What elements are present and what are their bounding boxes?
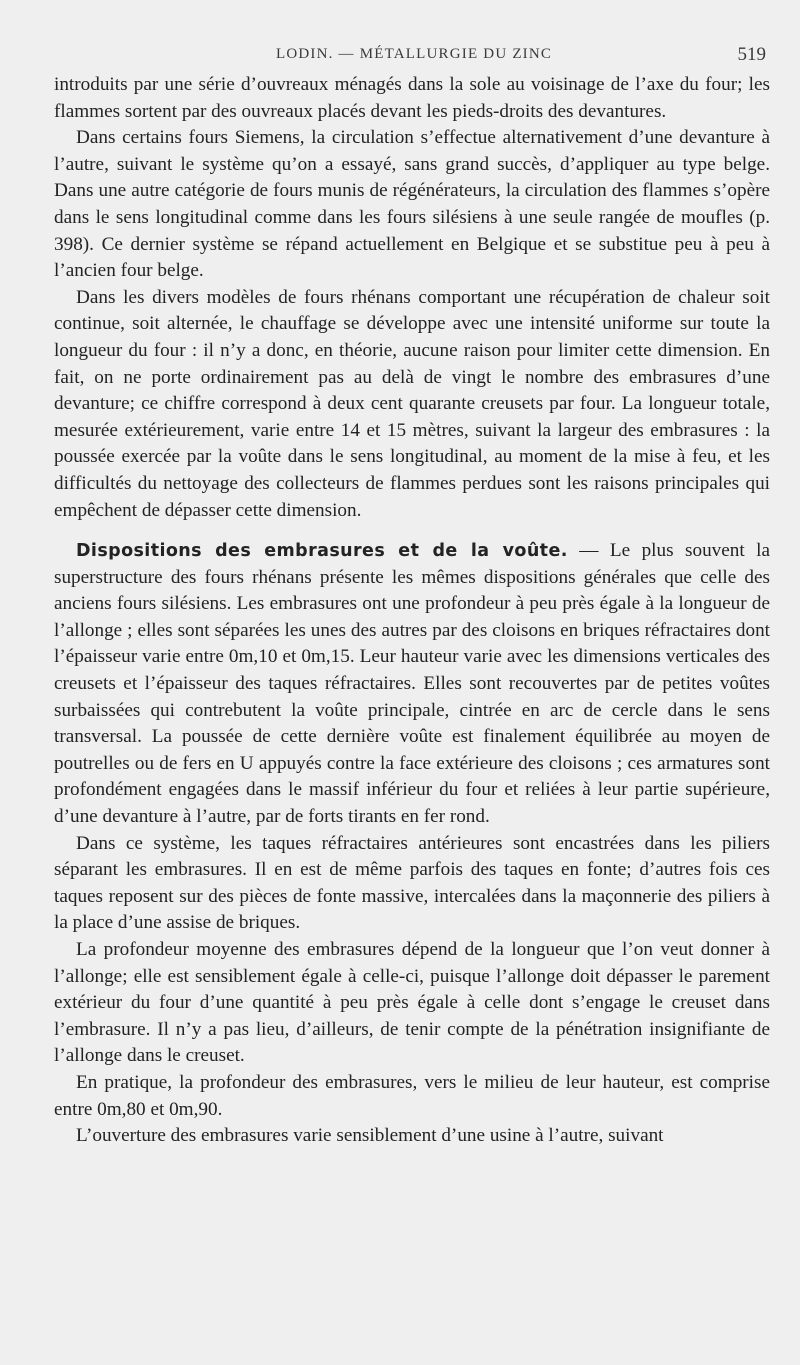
paragraph-rhenish-furnaces: Dans les divers modèles de fours rhénans comportant une récupération de chaleur soit continue, soit alternée, le chauffage se développe avec une intensité uniforme sur toute la longueur du four : il n’y a donc, en théorie, aucune raison pour limiter cette dimension. En fait, on ne porte ordinairement pas au delà de vingt le nombre des embrasures d’une devanture; ce chiffre correspond à deux cent quarante creusets par four. La longueur totale, mesurée extérieurement, varie entre 14 et 15 mètres, suivant la largeur des embrasures : la poussée exercée par la voûte dans le sens longitudinal, au moment de la mise à feu, et les difficultés du nettoyage des collecteurs de flammes perdues sont les raisons principales qui empêchent de dépasser cette dimension. (54, 286, 770, 521)
paragraph-refractory-plates: Dans ce système, les taques réfractaires antérieures sont encastrées dans les piliers séparant les embrasures. Il en est de même parfois des taques en fonte; d’autres fois ces taques reposent sur des pièces de fonte massive, intercalées dans la maçonnerie des piliers à la place d’une assise de briques. (54, 832, 770, 934)
paragraph-practice: En pratique, la profondeur des embrasures, vers le milieu de leur hauteur, est comprise entre 0m,80 et 0m,90. (54, 1071, 770, 1120)
paragraph-depth: La profondeur moyenne des embrasures dépend de la longueur que l’on veut donner à l’allonge; elle est sensiblement égale à celle-ci, puisque l’allonge doit dépasser le parement extérieur du four d’une quantité à peu près égale à celle dont s’engage le creuset dans l’embrasure. Il n’y a pas lieu, d’ailleurs, de tenir compte de la pénétration insignifiante de l’allonge dans le creuset. (54, 939, 770, 1067)
section-paragraph (54, 538, 770, 831)
running-title: LODIN. — MÉTALLURGIE DU ZINC (276, 46, 553, 62)
body-text (54, 72, 770, 1150)
running-head (54, 38, 770, 72)
section-gap (54, 524, 770, 538)
section-lead: — Le plus souvent la superstructure des fours rhénans présente les mêmes dispositions générales que celle des anciens fours silésiens. Les embrasures ont une profondeur à peu près égale à la longueur de l’allonge ; elles sont séparées les unes des autres par des cloisons en briques réfractaires dont l’épaisseur varie entre 0m,10 et 0m,15. Leur hauteur varie avec les dimensions verticales des creusets et l’épaisseur des taques réfractaires. Elles sont recouvertes par de petites voûtes surbaissées qui contrebutent la voûte principale, cintrée en arc de cercle dans le sens transversal. La poussée de cette dernière voûte est finalement équilibrée au moyen de poutrelles ou de fers en U appuyés contre la face extérieure des cloisons ; ces armatures sont profondément engagées dans le massif inférieur du four et reliées à leur partie supérieure, d’une devanture à l’autre, par de forts tirants en fer rond. (54, 540, 771, 828)
page-number: 519 (737, 44, 766, 65)
paragraph-continued: introduits par une série d’ouvreaux ménagés dans la sole au voisinage de l’axe du four; les flammes sortent par des ouvreaux placés devant les pieds-droits des devantures. (54, 74, 770, 122)
paragraph-siemens: Dans certains fours Siemens, la circulation s’effectue alternativement d’une devanture à l’autre, suivant le système qu’on a essayé, sans grand succès, d’appliquer au type belge. Dans une autre catégorie de fours munis de régénérateurs, la circulation des flammes s’opère dans le sens longitudinal comme dans les fours silésiens à une seule rangée de moufles (p. 398). Ce dernier système se répand actuellement en Belgique et se substitue peu à peu à l’ancien four belge. (54, 127, 770, 282)
paragraph-opening: L’ouverture des embrasures varie sensiblement d’une usine à l’autre, suivant (76, 1125, 664, 1147)
section-title: Dispositions des embrasures et de la voûte. (76, 541, 568, 562)
